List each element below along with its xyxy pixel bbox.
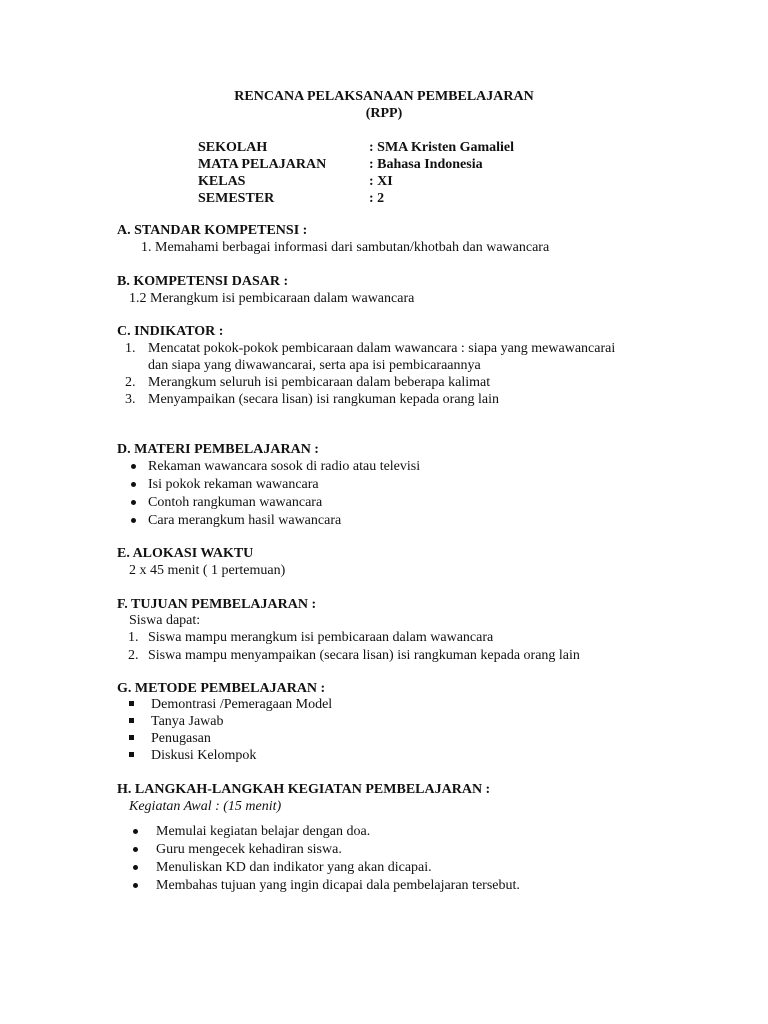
section-f-num-1: 1. xyxy=(128,630,139,645)
section-d-item-4: Cara merangkum hasil wawancara xyxy=(148,513,342,528)
bullet-dot-icon xyxy=(131,500,136,505)
section-d-item-3: Contoh rangkuman wawancara xyxy=(148,495,323,510)
section-g-item-2: Tanya Jawab xyxy=(151,714,224,729)
section-f-num-2: 2. xyxy=(128,648,139,663)
bullet-dot-icon xyxy=(133,883,138,888)
identity-value-mapel: : Bahasa Indonesia xyxy=(369,157,483,172)
section-h-item-1: Memulai kegiatan belajar dengan doa. xyxy=(156,824,371,839)
section-c-item-3: Menyampaikan (secara lisan) isi rangkuman kepada orang lain xyxy=(148,392,500,407)
identity-value-semester: : 2 xyxy=(369,191,385,206)
section-h-item-2: Guru mengecek kehadiran siswa. xyxy=(156,842,342,857)
section-b-item: 1.2 Merangkum isi pembicaraan dalam wawancara xyxy=(129,291,415,306)
bullet-square-icon xyxy=(129,701,134,706)
section-e-heading: E. ALOKASI WAKTU xyxy=(117,546,254,561)
section-d-item-1: Rekaman wawancara sosok di radio atau televisi xyxy=(148,459,421,474)
section-b-heading: B. KOMPETENSI DASAR : xyxy=(117,274,289,289)
section-f-intro: Siswa dapat: xyxy=(129,613,201,628)
bullet-dot-icon xyxy=(133,829,138,834)
section-c-heading: C. INDIKATOR : xyxy=(117,324,224,339)
document-title: RENCANA PELAKSANAAN PEMBELAJARAN xyxy=(234,89,534,104)
identity-value-sekolah: : SMA Kristen Gamaliel xyxy=(369,140,515,155)
identity-label-kelas: KELAS xyxy=(198,174,246,189)
bullet-square-icon xyxy=(129,735,134,740)
section-a-item: 1. Memahami berbagai informasi dari sambutan/khotbah dan wawancara xyxy=(141,240,550,255)
document-subtitle: (RPP) xyxy=(365,106,403,121)
section-f-item-2: Siswa mampu menyampaikan (secara lisan) isi rangkuman kepada orang lain xyxy=(148,648,580,663)
identity-value-kelas: : XI xyxy=(369,174,393,189)
section-d-item-2: Isi pokok rekaman wawancara xyxy=(148,477,319,492)
identity-label-sekolah: SEKOLAH xyxy=(198,140,268,155)
section-h-item-4: Membahas tujuan yang ingin dicapai dala pembelajaran tersebut. xyxy=(156,878,520,893)
bullet-dot-icon xyxy=(131,518,136,523)
section-c-item-1-cont: dan siapa yang diwawancarai, serta apa isi pembicaraannya xyxy=(148,358,481,373)
identity-label-semester: SEMESTER xyxy=(198,191,275,206)
section-a-heading: A. STANDAR KOMPETENSI : xyxy=(117,223,308,238)
section-e-text: 2 x 45 menit ( 1 pertemuan) xyxy=(129,563,286,578)
bullet-dot-icon xyxy=(131,464,136,469)
section-c-num-1: 1. xyxy=(125,341,136,356)
section-c-item-2: Merangkum seluruh isi pembicaraan dalam beberapa kalimat xyxy=(148,375,491,390)
section-d-heading: D. MATERI PEMBELAJARAN : xyxy=(117,442,319,457)
section-f-item-1: Siswa mampu merangkum isi pembicaraan dalam wawancara xyxy=(148,630,494,645)
section-h-item-3: Menuliskan KD dan indikator yang akan dicapai. xyxy=(156,860,432,875)
bullet-dot-icon xyxy=(133,847,138,852)
section-f-heading: F. TUJUAN PEMBELAJARAN : xyxy=(117,597,317,612)
section-h-subheading: Kegiatan Awal : (15 menit) xyxy=(129,799,282,814)
section-g-item-3: Penugasan xyxy=(151,731,211,746)
section-g-heading: G. METODE PEMBELAJARAN : xyxy=(117,681,326,696)
section-c-item-1: Mencatat pokok-pokok pembicaraan dalam wawancara : siapa yang mewawancarai xyxy=(148,341,616,356)
section-h-heading: H. LANGKAH-LANGKAH KEGIATAN PEMBELAJARAN : xyxy=(117,782,491,797)
section-c-num-2: 2. xyxy=(125,375,136,390)
bullet-square-icon xyxy=(129,718,134,723)
bullet-dot-icon xyxy=(133,865,138,870)
section-g-item-1: Demontrasi /Pemeragaan Model xyxy=(151,697,333,712)
identity-label-mapel: MATA PELAJARAN xyxy=(198,157,327,172)
bullet-dot-icon xyxy=(131,482,136,487)
section-c-num-3: 3. xyxy=(125,392,136,407)
section-g-item-4: Diskusi Kelompok xyxy=(151,748,257,763)
bullet-square-icon xyxy=(129,752,134,757)
